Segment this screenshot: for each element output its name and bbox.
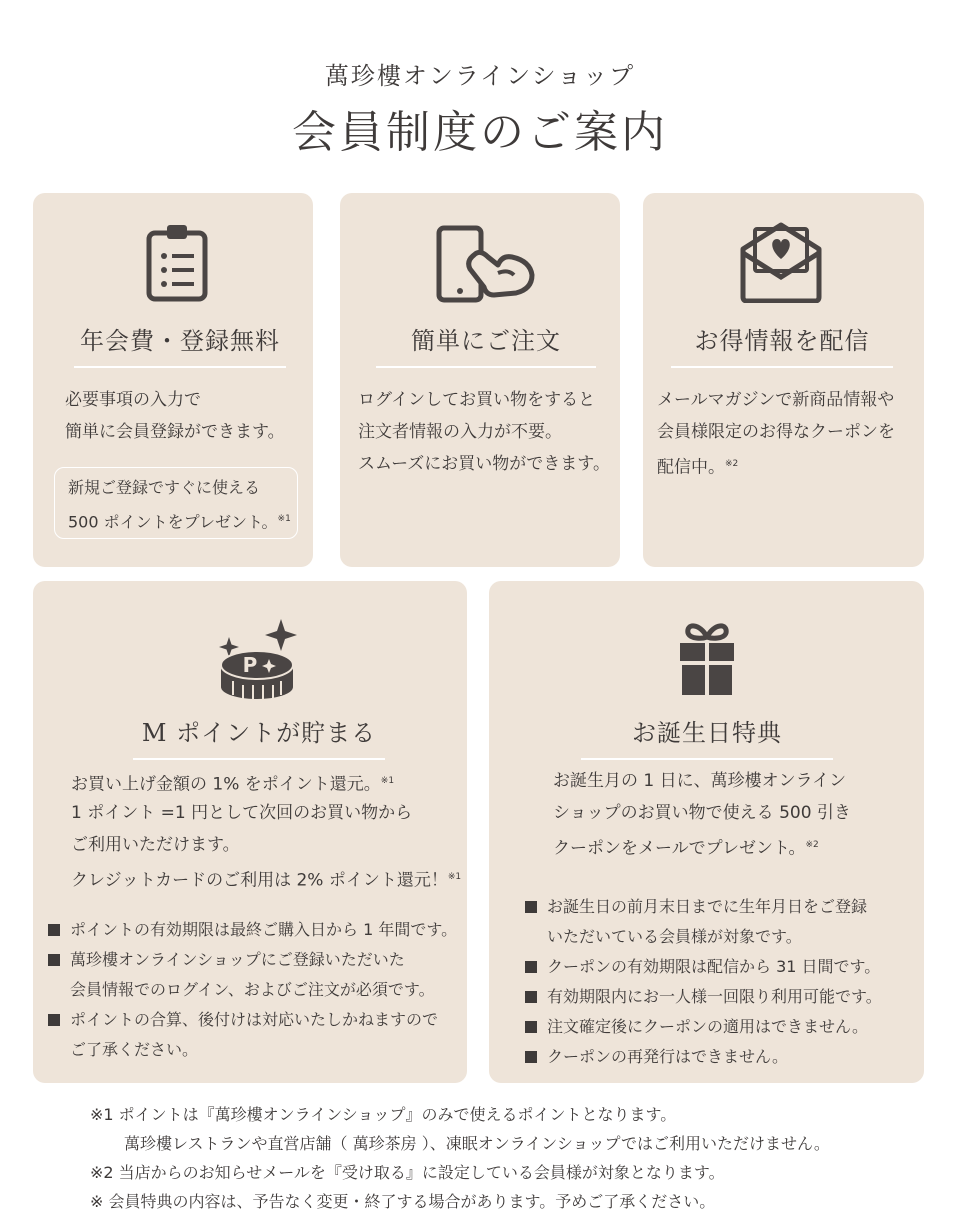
card-text-line: 会員様限定のお得なクーポンを [657,422,895,442]
card-text-line: お誕生月の 1 日に、萬珍樓オンライン [553,771,847,791]
footnote-1-continued: 萬珍樓レストランや直営店舗（ 萬珍茶房 ）、凍眠オンラインショップではご利用いただけません。 [124,1134,830,1153]
card-text-line: 配信中。$^{※2}$ [657,457,739,478]
clipboard-icon [145,221,209,303]
card-text-line: ログインしてお買い物をすると [358,390,596,410]
footnote-3: ※ 会員特典の内容は、予告なく変更・終了する場合があります。予めご了承ください。 [90,1192,716,1211]
bonus-note-line: 500 ポイントをプレゼント。$^{※1}$ [68,512,291,532]
smartphone-tap-icon [436,225,536,305]
card-text-line: 注文者情報の入力が不要。 [358,422,562,442]
card-text-line: クレジットカードのご利用は 2% ポイント還元！$^{※1}$ [71,870,462,891]
shop-name: 萬珍樓オンラインショップ [324,62,636,90]
gift-icon [678,619,736,697]
card-title: お得情報を配信 [671,321,893,368]
card-text-line: 必要事項の入力で [65,390,201,410]
card-newsletter [643,193,924,567]
list-item: 有効期限内にお一人様一回限り利用可能です。 [525,982,882,1012]
card-text-line: メールマガジンで新商品情報や [657,390,895,410]
birthday-conditions-list [525,892,882,1072]
card-birthday [489,581,924,1083]
card-easy-order [340,193,620,567]
list-item: クーポンの再発行はできません。 [525,1042,882,1072]
card-text-line: スムーズにお買い物ができます。 [358,454,610,474]
points-conditions-list [48,915,457,1065]
list-item: 注文確定後にクーポンの適用はできません。 [525,1012,882,1042]
bonus-note-line: 新規ご登録ですぐに使える [68,478,261,497]
card-text-line: ご利用いただけます。 [71,835,240,855]
footnotes [90,1100,830,1216]
list-item: お誕生日の前月末日までに生年月日をご登録 いただいている会員様が対象です。 [525,892,882,952]
card-title: M ポイントが貯まる [133,713,385,760]
card-free-registration [33,193,313,567]
bonus-note-box [54,467,298,539]
list-item: クーポンの有効期限は配信から 31 日間です。 [525,952,882,982]
card-title: お誕生日特典 [581,713,833,760]
card-title: 簡単にご注文 [376,321,596,368]
card-text-line: クーポンをメールでプレゼント。$^{※2}$ [553,838,819,859]
list-item: ポイントの合算、後付けは対応いたしかねますので ご了承ください。 [48,1005,457,1065]
footnote-2: ※2 当店からのお知らせメールを『受け取る』に設定している会員様が対象となります。 [90,1163,725,1182]
card-text-line: ショップのお買い物で使える 500 引き [553,803,851,823]
card-text-line: 簡単に会員登録ができます。 [65,422,285,442]
svg-text:P: P [242,653,258,677]
card-title: 年会費・登録無料 [74,321,286,368]
list-item: 萬珍樓オンラインショップにご登録いただいた 会員情報でのログイン、およびご注文が必須です。 [48,945,457,1005]
envelope-heart-icon [739,219,823,303]
list-item: ポイントの有効期限は最終ご購入日から 1 年間です。 [48,915,457,945]
page-title: 会員制度のご案内 [292,107,668,158]
card-text-line: 1 ポイント =1 円として次回のお買い物から [71,803,413,823]
card-text-line: お買い上げ金額の 1% をポイント還元。$^{※1}$ [71,774,395,795]
point-coin-icon [215,615,299,701]
footnote-1: ※1 ポイントは『萬珍樓オンラインショップ』のみで使えるポイントとなります。 [90,1105,677,1124]
card-m-points [33,581,467,1083]
